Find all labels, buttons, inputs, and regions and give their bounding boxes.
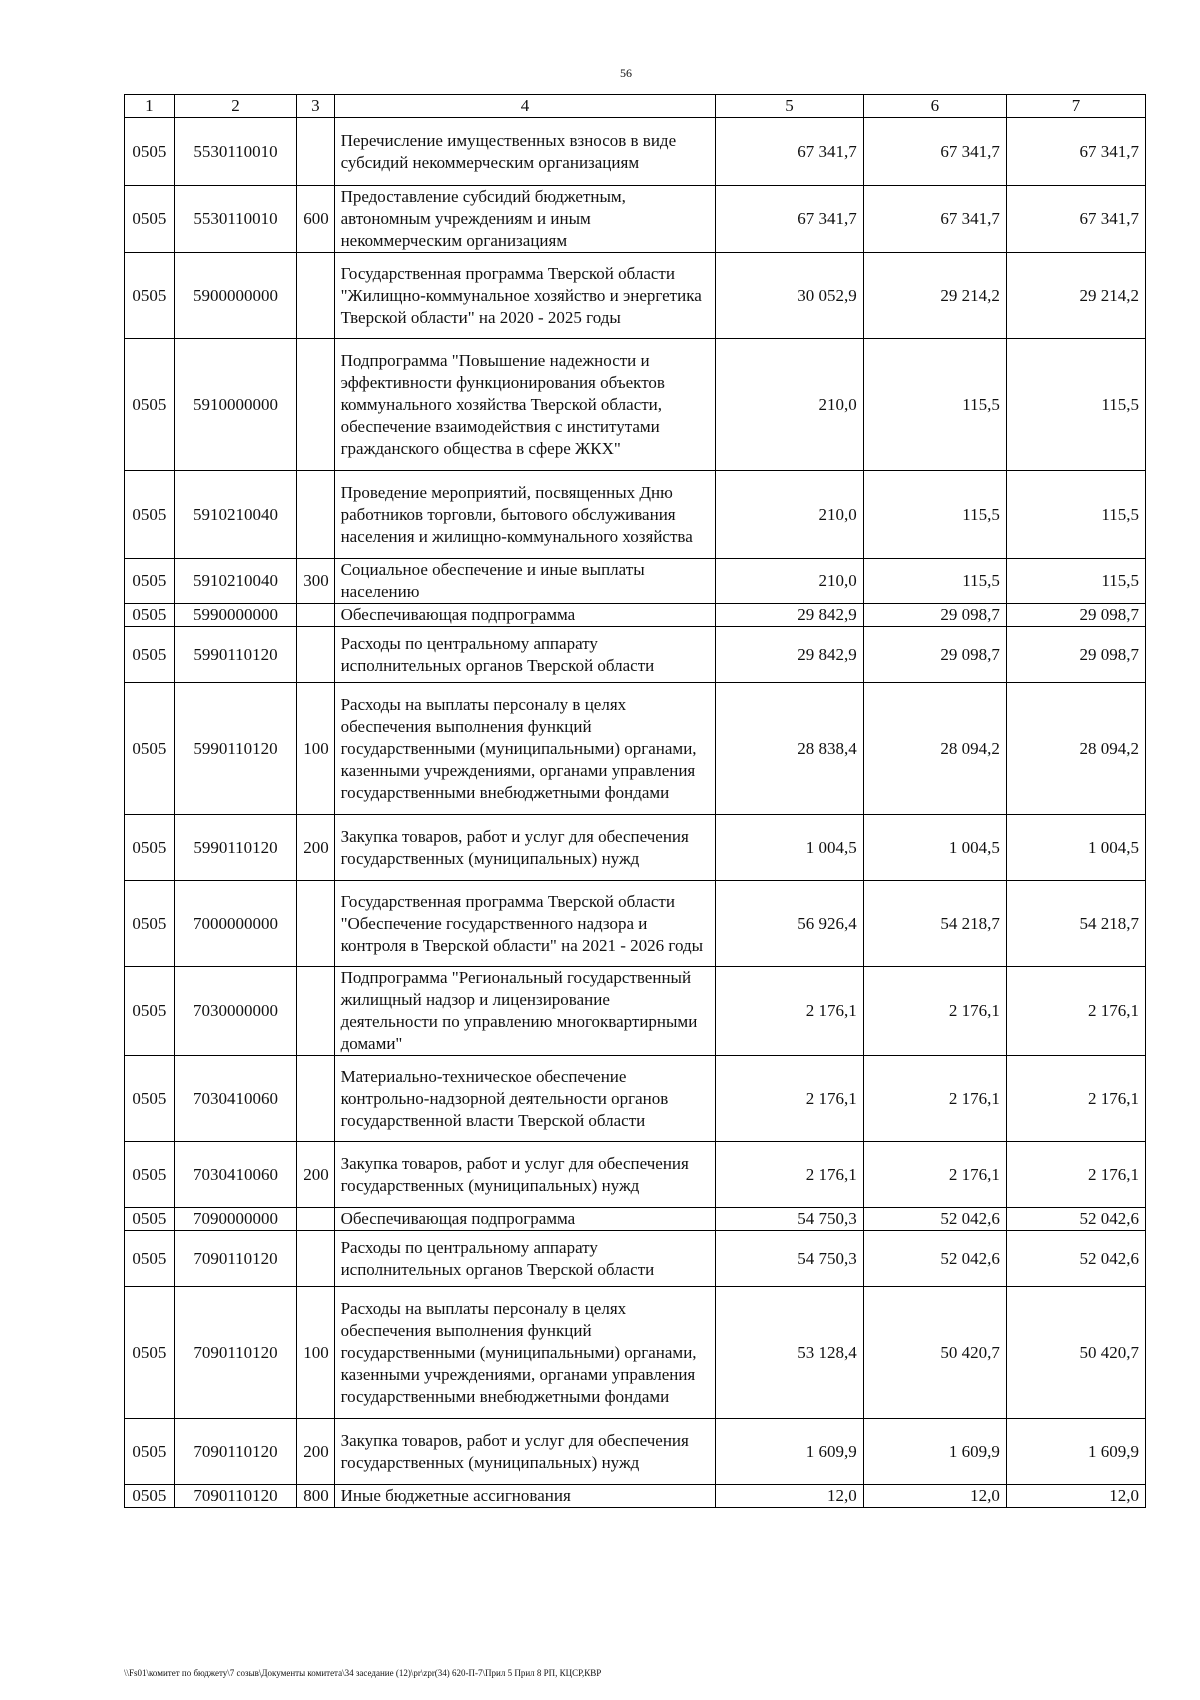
item-name-cell: Закупка товаров, работ и услуг для обеспечения государственных (муниципальных) нужд bbox=[334, 1419, 716, 1485]
expense-type-cell bbox=[297, 118, 334, 186]
table-row bbox=[125, 815, 1146, 881]
amount-col6-cell: 54 218,7 bbox=[863, 881, 1006, 967]
amount-col7-cell: 2 176,1 bbox=[1006, 967, 1145, 1056]
item-name-cell: Закупка товаров, работ и услуг для обеспечения государственных (муниципальных) нужд bbox=[334, 1142, 716, 1208]
column-number-header: 2 bbox=[174, 95, 296, 118]
expense-type-cell bbox=[297, 471, 334, 559]
amount-col7-cell: 29 098,7 bbox=[1006, 604, 1145, 627]
table-row bbox=[125, 471, 1146, 559]
page-number: 56 bbox=[620, 66, 632, 80]
table-row bbox=[125, 1485, 1146, 1508]
csr-code-cell: 5990110120 bbox=[174, 815, 296, 881]
item-name-cell: Предоставление субсидий бюджетным, автономным учреждениям и иным некоммерческим организациям bbox=[334, 186, 716, 253]
amount-col6-cell: 2 176,1 bbox=[863, 1056, 1006, 1142]
amount-col5-cell: 12,0 bbox=[716, 1485, 863, 1508]
table-row bbox=[125, 186, 1146, 253]
amount-col5-cell: 56 926,4 bbox=[716, 881, 863, 967]
csr-code-cell: 5900000000 bbox=[174, 253, 296, 339]
csr-code-cell: 5990110120 bbox=[174, 627, 296, 683]
razdel-cell: 0505 bbox=[125, 683, 175, 815]
amount-col5-cell: 210,0 bbox=[716, 559, 863, 604]
expense-type-cell: 200 bbox=[297, 815, 334, 881]
amount-col7-cell: 67 341,7 bbox=[1006, 186, 1145, 253]
amount-col5-cell: 210,0 bbox=[716, 471, 863, 559]
column-number-header: 1 bbox=[125, 95, 175, 118]
csr-code-cell: 7090110120 bbox=[174, 1287, 296, 1419]
table-row bbox=[125, 253, 1146, 339]
item-name-cell: Иные бюджетные ассигнования bbox=[334, 1485, 716, 1508]
table-row bbox=[125, 881, 1146, 967]
footer-file-path: \\Fs01\комитет по бюджету\7 созыв\Документы комитета\34 заседание (12)\pr\zpr(34) 620-П-7\Прил 5 Прил 8 РП, КЦСР,КВР bbox=[124, 1668, 602, 1678]
budget-table bbox=[124, 94, 1146, 1508]
razdel-cell: 0505 bbox=[125, 1142, 175, 1208]
table-row bbox=[125, 604, 1146, 627]
razdel-cell: 0505 bbox=[125, 253, 175, 339]
razdel-cell: 0505 bbox=[125, 967, 175, 1056]
amount-col7-cell: 1 609,9 bbox=[1006, 1419, 1145, 1485]
amount-col5-cell: 53 128,4 bbox=[716, 1287, 863, 1419]
amount-col5-cell: 67 341,7 bbox=[716, 186, 863, 253]
csr-code-cell: 7090110120 bbox=[174, 1485, 296, 1508]
expense-type-cell: 100 bbox=[297, 683, 334, 815]
item-name-cell: Материально-техническое обеспечение контрольно-надзорной деятельности органов государственной власти Тверской области bbox=[334, 1056, 716, 1142]
amount-col5-cell: 54 750,3 bbox=[716, 1231, 863, 1287]
item-name-cell: Обеспечивающая подпрограмма bbox=[334, 1208, 716, 1231]
column-number-header: 5 bbox=[716, 95, 863, 118]
expense-type-cell bbox=[297, 1056, 334, 1142]
razdel-cell: 0505 bbox=[125, 1231, 175, 1287]
amount-col6-cell: 29 098,7 bbox=[863, 627, 1006, 683]
amount-col6-cell: 2 176,1 bbox=[863, 967, 1006, 1056]
razdel-cell: 0505 bbox=[125, 604, 175, 627]
csr-code-cell: 5530110010 bbox=[174, 186, 296, 253]
column-number-header: 4 bbox=[334, 95, 716, 118]
amount-col6-cell: 29 098,7 bbox=[863, 604, 1006, 627]
amount-col5-cell: 2 176,1 bbox=[716, 1142, 863, 1208]
amount-col7-cell: 115,5 bbox=[1006, 471, 1145, 559]
amount-col7-cell: 29 098,7 bbox=[1006, 627, 1145, 683]
expense-type-cell bbox=[297, 604, 334, 627]
amount-col5-cell: 210,0 bbox=[716, 339, 863, 471]
item-name-cell: Расходы на выплаты персоналу в целях обеспечения выполнения функций государственными (муниципальными) органами, казенными учреждениями, органами управления государственными внебюджетными фондами bbox=[334, 1287, 716, 1419]
amount-col6-cell: 50 420,7 bbox=[863, 1287, 1006, 1419]
amount-col6-cell: 67 341,7 bbox=[863, 118, 1006, 186]
expense-type-cell bbox=[297, 881, 334, 967]
csr-code-cell: 7090110120 bbox=[174, 1231, 296, 1287]
razdel-cell: 0505 bbox=[125, 627, 175, 683]
table-row bbox=[125, 1208, 1146, 1231]
item-name-cell: Расходы по центральному аппарату исполнительных органов Тверской области bbox=[334, 1231, 716, 1287]
amount-col6-cell: 29 214,2 bbox=[863, 253, 1006, 339]
amount-col5-cell: 30 052,9 bbox=[716, 253, 863, 339]
item-name-cell: Подпрограмма "Повышение надежности и эффективности функционирования объектов коммунального хозяйства Тверской области, обеспечение взаимодействия с институтами гражданского общества в сфере ЖКХ" bbox=[334, 339, 716, 471]
amount-col7-cell: 50 420,7 bbox=[1006, 1287, 1145, 1419]
csr-code-cell: 5910210040 bbox=[174, 559, 296, 604]
table-row bbox=[125, 627, 1146, 683]
razdel-cell: 0505 bbox=[125, 815, 175, 881]
expense-type-cell bbox=[297, 253, 334, 339]
expense-type-cell: 800 bbox=[297, 1485, 334, 1508]
razdel-cell: 0505 bbox=[125, 1208, 175, 1231]
amount-col7-cell: 1 004,5 bbox=[1006, 815, 1145, 881]
amount-col6-cell: 1 609,9 bbox=[863, 1419, 1006, 1485]
amount-col6-cell: 52 042,6 bbox=[863, 1208, 1006, 1231]
table-row bbox=[125, 683, 1146, 815]
csr-code-cell: 5530110010 bbox=[174, 118, 296, 186]
table-row bbox=[125, 559, 1146, 604]
amount-col7-cell: 52 042,6 bbox=[1006, 1208, 1145, 1231]
table-row bbox=[125, 1142, 1146, 1208]
amount-col7-cell: 12,0 bbox=[1006, 1485, 1145, 1508]
expense-type-cell: 300 bbox=[297, 559, 334, 604]
razdel-cell: 0505 bbox=[125, 1287, 175, 1419]
expense-type-cell: 200 bbox=[297, 1419, 334, 1485]
csr-code-cell: 5910210040 bbox=[174, 471, 296, 559]
table-row bbox=[125, 967, 1146, 1056]
item-name-cell: Закупка товаров, работ и услуг для обеспечения государственных (муниципальных) нужд bbox=[334, 815, 716, 881]
column-number-row bbox=[125, 95, 1146, 118]
column-number-header: 6 bbox=[863, 95, 1006, 118]
amount-col6-cell: 1 004,5 bbox=[863, 815, 1006, 881]
razdel-cell: 0505 bbox=[125, 1485, 175, 1508]
item-name-cell: Подпрограмма "Региональный государственный жилищный надзор и лицензирование деятельности по управлению многоквартирными домами" bbox=[334, 967, 716, 1056]
expense-type-cell: 200 bbox=[297, 1142, 334, 1208]
amount-col5-cell: 2 176,1 bbox=[716, 967, 863, 1056]
amount-col5-cell: 2 176,1 bbox=[716, 1056, 863, 1142]
razdel-cell: 0505 bbox=[125, 339, 175, 471]
amount-col6-cell: 2 176,1 bbox=[863, 1142, 1006, 1208]
amount-col6-cell: 12,0 bbox=[863, 1485, 1006, 1508]
razdel-cell: 0505 bbox=[125, 186, 175, 253]
amount-col6-cell: 52 042,6 bbox=[863, 1231, 1006, 1287]
amount-col7-cell: 115,5 bbox=[1006, 559, 1145, 604]
table-row bbox=[125, 1419, 1146, 1485]
item-name-cell: Государственная программа Тверской области "Жилищно-коммунальное хозяйство и энергетика Тверской области" на 2020 - 2025 годы bbox=[334, 253, 716, 339]
table-row bbox=[125, 1056, 1146, 1142]
expense-type-cell bbox=[297, 627, 334, 683]
amount-col7-cell: 2 176,1 bbox=[1006, 1142, 1145, 1208]
amount-col6-cell: 28 094,2 bbox=[863, 683, 1006, 815]
table-row bbox=[125, 118, 1146, 186]
amount-col7-cell: 54 218,7 bbox=[1006, 881, 1145, 967]
amount-col5-cell: 67 341,7 bbox=[716, 118, 863, 186]
expense-type-cell bbox=[297, 339, 334, 471]
razdel-cell: 0505 bbox=[125, 881, 175, 967]
csr-code-cell: 7000000000 bbox=[174, 881, 296, 967]
item-name-cell: Государственная программа Тверской области "Обеспечение государственного надзора и контроля в Тверской области" на 2021 - 2026 годы bbox=[334, 881, 716, 967]
column-number-header: 7 bbox=[1006, 95, 1145, 118]
amount-col5-cell: 29 842,9 bbox=[716, 604, 863, 627]
amount-col6-cell: 115,5 bbox=[863, 471, 1006, 559]
item-name-cell: Проведение мероприятий, посвященных Дню работников торговли, бытового обслуживания населения и жилищно-коммунального хозяйства bbox=[334, 471, 716, 559]
amount-col6-cell: 115,5 bbox=[863, 339, 1006, 471]
amount-col7-cell: 29 214,2 bbox=[1006, 253, 1145, 339]
table-body bbox=[125, 118, 1146, 1508]
item-name-cell: Обеспечивающая подпрограмма bbox=[334, 604, 716, 627]
csr-code-cell: 7030410060 bbox=[174, 1142, 296, 1208]
csr-code-cell: 7090110120 bbox=[174, 1419, 296, 1485]
column-number-header: 3 bbox=[297, 95, 334, 118]
csr-code-cell: 5990110120 bbox=[174, 683, 296, 815]
csr-code-cell: 7090000000 bbox=[174, 1208, 296, 1231]
razdel-cell: 0505 bbox=[125, 559, 175, 604]
razdel-cell: 0505 bbox=[125, 471, 175, 559]
amount-col7-cell: 2 176,1 bbox=[1006, 1056, 1145, 1142]
expense-type-cell: 100 bbox=[297, 1287, 334, 1419]
amount-col5-cell: 1 004,5 bbox=[716, 815, 863, 881]
amount-col5-cell: 28 838,4 bbox=[716, 683, 863, 815]
expense-type-cell bbox=[297, 1231, 334, 1287]
expense-type-cell: 600 bbox=[297, 186, 334, 253]
amount-col6-cell: 67 341,7 bbox=[863, 186, 1006, 253]
item-name-cell: Расходы по центральному аппарату исполнительных органов Тверской области bbox=[334, 627, 716, 683]
csr-code-cell: 7030000000 bbox=[174, 967, 296, 1056]
csr-code-cell: 5990000000 bbox=[174, 604, 296, 627]
amount-col7-cell: 52 042,6 bbox=[1006, 1231, 1145, 1287]
razdel-cell: 0505 bbox=[125, 118, 175, 186]
csr-code-cell: 7030410060 bbox=[174, 1056, 296, 1142]
csr-code-cell: 5910000000 bbox=[174, 339, 296, 471]
amount-col7-cell: 67 341,7 bbox=[1006, 118, 1145, 186]
expense-type-cell bbox=[297, 967, 334, 1056]
table-row bbox=[125, 339, 1146, 471]
item-name-cell: Перечисление имущественных взносов в виде субсидий некоммерческим организациям bbox=[334, 118, 716, 186]
amount-col5-cell: 54 750,3 bbox=[716, 1208, 863, 1231]
expense-type-cell bbox=[297, 1208, 334, 1231]
item-name-cell: Расходы на выплаты персоналу в целях обеспечения выполнения функций государственными (муниципальными) органами, казенными учреждениями, органами управления государственными внебюджетными фондами bbox=[334, 683, 716, 815]
amount-col7-cell: 115,5 bbox=[1006, 339, 1145, 471]
table-row bbox=[125, 1287, 1146, 1419]
amount-col5-cell: 1 609,9 bbox=[716, 1419, 863, 1485]
amount-col7-cell: 28 094,2 bbox=[1006, 683, 1145, 815]
item-name-cell: Социальное обеспечение и иные выплаты населению bbox=[334, 559, 716, 604]
amount-col5-cell: 29 842,9 bbox=[716, 627, 863, 683]
amount-col6-cell: 115,5 bbox=[863, 559, 1006, 604]
razdel-cell: 0505 bbox=[125, 1056, 175, 1142]
razdel-cell: 0505 bbox=[125, 1419, 175, 1485]
table-row bbox=[125, 1231, 1146, 1287]
